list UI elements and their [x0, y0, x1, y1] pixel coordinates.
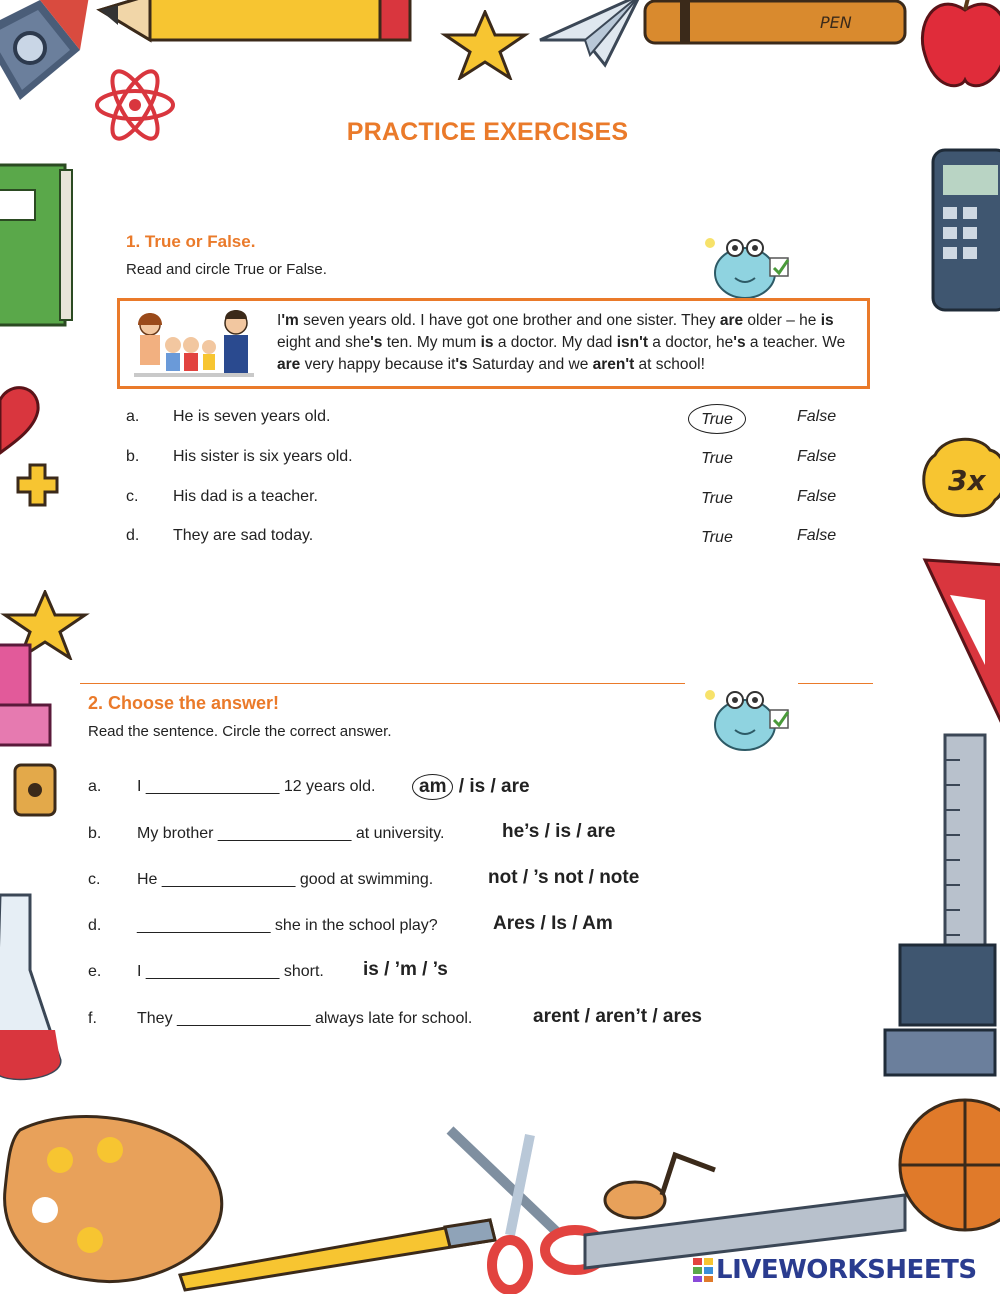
- book-icon: [0, 160, 80, 330]
- story-segment: 'm: [281, 312, 299, 329]
- story-segment: I: [277, 312, 282, 329]
- true-false-row: [0, 484, 1000, 510]
- svg-text:3x: 3x: [948, 464, 986, 497]
- answer-option[interactable]: Is: [551, 913, 567, 934]
- choose-answer-row: [0, 909, 1000, 939]
- answer-option[interactable]: not: [488, 867, 518, 888]
- story-segment: very happy because it: [300, 356, 456, 373]
- story-segment: ten. My mum: [382, 334, 481, 351]
- section2-instruction: Read the sentence. Circle the correct answer.: [88, 723, 392, 740]
- answer-option[interactable]: ’s not: [533, 867, 584, 888]
- true-false-row: [0, 444, 1000, 470]
- true-false-row: [0, 523, 1000, 549]
- pen-icon: [640, 0, 910, 50]
- liveworksheets-logo: [692, 1254, 977, 1286]
- story-segment: 's: [370, 334, 383, 351]
- true-option[interactable]: True: [701, 490, 733, 507]
- option-separator: /: [583, 867, 600, 888]
- story-segment: at school!: [634, 356, 705, 373]
- section1-instruction: Read and circle True or False.: [126, 261, 327, 278]
- answer-option[interactable]: is: [555, 821, 572, 842]
- answer-option[interactable]: ’s: [432, 959, 448, 980]
- pencil-icon: [80, 0, 420, 50]
- option-separator: /: [517, 867, 534, 888]
- option-separator: /: [485, 776, 502, 797]
- apple-icon: [915, 0, 1000, 95]
- story-segment: 's: [733, 334, 746, 351]
- item-letter: c.: [88, 871, 101, 888]
- false-option[interactable]: False: [797, 448, 837, 465]
- option-separator: /: [571, 821, 587, 842]
- choose-answer-row: [0, 955, 1000, 985]
- answer-option[interactable]: is: [469, 776, 486, 797]
- answer-option[interactable]: Ares: [493, 913, 536, 934]
- answer-options: [363, 959, 448, 981]
- answer-options: [412, 774, 530, 800]
- sentence: My brother _______________ at university.: [137, 825, 445, 842]
- section1-heading: 1. True or False.: [126, 232, 256, 251]
- item-letter: a.: [126, 408, 140, 425]
- answer-option[interactable]: am: [412, 774, 453, 800]
- answer-options: [493, 913, 613, 935]
- answer-option[interactable]: he’s: [502, 821, 540, 842]
- item-letter: d.: [88, 917, 102, 934]
- true-option[interactable]: True: [701, 450, 733, 467]
- answer-option[interactable]: is: [363, 959, 379, 980]
- germ-mascot-icon: [700, 228, 795, 303]
- statement: They are sad today.: [173, 527, 314, 544]
- story-segment: is: [820, 312, 834, 329]
- item-letter: a.: [88, 778, 102, 795]
- basketball-icon: [895, 1090, 1000, 1240]
- answer-options: [502, 821, 615, 843]
- liveworksheets-logo-icon: [692, 1257, 714, 1283]
- sentence: _______________ she in the school play?: [137, 917, 438, 934]
- choose-answer-row: [0, 770, 1000, 800]
- story-segment: seven years old. I have got one brother and one sister. They: [298, 312, 720, 329]
- option-separator: /: [566, 913, 583, 934]
- story-segment: a doctor, he: [647, 334, 734, 351]
- answer-option[interactable]: note: [599, 867, 640, 888]
- answer-option[interactable]: Am: [582, 913, 613, 934]
- family-illustration-icon: [128, 307, 258, 379]
- choose-answer-row: [0, 863, 1000, 893]
- choose-answer-row: [0, 817, 1000, 847]
- answer-option[interactable]: ’m: [394, 959, 417, 980]
- story-box: [117, 298, 870, 389]
- item-letter: f.: [88, 1010, 97, 1027]
- set-square-icon: [920, 555, 1000, 735]
- svg-text:PEN: PEN: [820, 13, 852, 32]
- paper-plane-icon: [535, 0, 645, 70]
- germ-mascot-icon: [700, 680, 795, 755]
- sentence: They _______________ always late for school.: [137, 1010, 473, 1027]
- item-letter: b.: [126, 448, 140, 465]
- section-divider: [798, 683, 873, 684]
- answer-options: [533, 1006, 702, 1028]
- story-segment: a doctor. My dad: [493, 334, 617, 351]
- option-separator: /: [647, 1006, 663, 1027]
- answer-option[interactable]: arent: [533, 1006, 580, 1027]
- story-segment: a teacher. We: [745, 334, 846, 351]
- false-option[interactable]: False: [797, 527, 837, 544]
- story-segment: 's: [455, 356, 468, 373]
- answer-option[interactable]: ares: [662, 1006, 703, 1027]
- story-segment: is: [480, 334, 494, 351]
- item-letter: b.: [88, 825, 102, 842]
- option-separator: /: [453, 776, 470, 797]
- option-separator: /: [416, 959, 433, 980]
- sentence: He _______________ good at swimming.: [137, 871, 434, 888]
- true-option[interactable]: True: [701, 529, 733, 546]
- story-segment: aren't: [592, 356, 635, 373]
- story-text: [277, 310, 867, 376]
- story-segment: are: [277, 356, 301, 373]
- sentence: I _______________ 12 years old.: [137, 778, 376, 795]
- sentence: I _______________ short.: [137, 963, 324, 980]
- statement: His sister is six years old.: [173, 448, 353, 465]
- true-option[interactable]: True: [688, 404, 746, 434]
- section-divider: [80, 683, 685, 684]
- page-title: PRACTICE EXERCISES: [346, 118, 629, 146]
- story-segment: Saturday and we: [467, 356, 593, 373]
- item-letter: e.: [88, 963, 102, 980]
- story-segment: eight and she: [277, 334, 371, 351]
- answer-options: [488, 867, 639, 889]
- answer-option[interactable]: are: [586, 821, 616, 842]
- story-segment: are: [719, 312, 744, 329]
- false-option[interactable]: False: [797, 408, 837, 425]
- choose-answer-row: [0, 1002, 1000, 1032]
- calculator-icon: [928, 145, 1000, 315]
- true-false-row: [0, 404, 1000, 430]
- option-separator: /: [579, 1006, 596, 1027]
- answer-option[interactable]: aren’t: [595, 1006, 648, 1027]
- item-letter: c.: [126, 488, 139, 505]
- statement: He is seven years old.: [173, 408, 331, 425]
- item-letter: d.: [126, 527, 140, 544]
- section2-heading: 2. Choose the answer!: [88, 693, 280, 713]
- story-segment: older – he: [743, 312, 821, 329]
- story-segment: isn't: [616, 334, 648, 351]
- answer-option[interactable]: are: [501, 776, 530, 797]
- brand-text: LIVEWORKSHEETS: [716, 1255, 977, 1285]
- statement: His dad is a teacher.: [173, 488, 318, 505]
- option-separator: /: [539, 821, 556, 842]
- false-option[interactable]: False: [797, 488, 837, 505]
- option-separator: /: [378, 959, 395, 980]
- laptop-icon: [0, 640, 55, 750]
- star-icon: [440, 10, 530, 80]
- option-separator: /: [535, 913, 552, 934]
